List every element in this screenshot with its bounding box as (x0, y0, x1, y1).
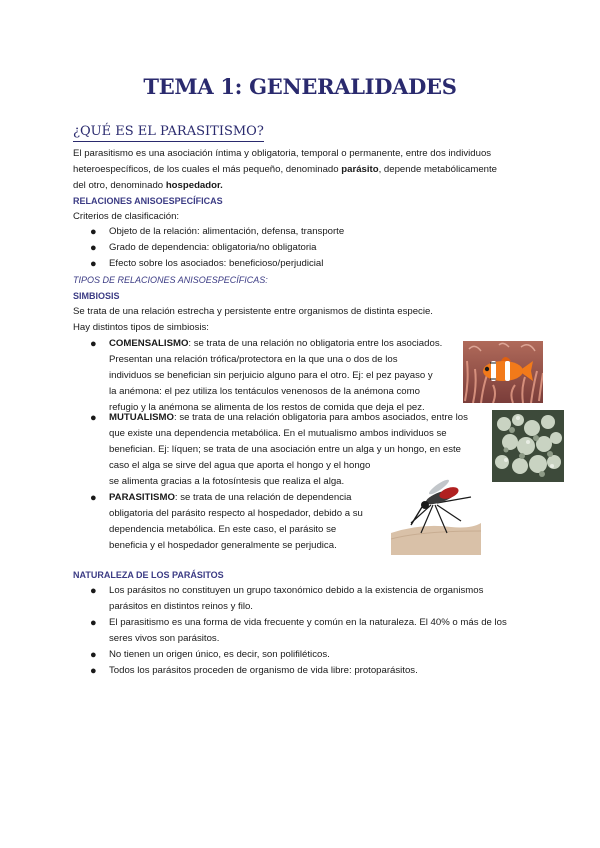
section-heading-parasitismo: ¿QUÉ ES EL PARASITISMO? (73, 124, 264, 139)
bullet-icon: ● (90, 258, 97, 270)
naturaleza-item: parásitos en distintos reinos y filo. (109, 601, 253, 612)
comensalismo-line: individuos se benefician sin perjuicio alguno para el otro. Ej: el pez payaso y (109, 370, 433, 381)
naturaleza-item: seres vivos son parásitos. (109, 633, 220, 644)
term-parasito: parásito (341, 164, 379, 175)
naturaleza-item: Todos los parásitos proceden de organismo de vida libre: protoparásitos. (109, 665, 418, 676)
mutualismo-line: MUTUALISMO: se trata de una relación obligatoria para ambos asociados, entre los (109, 412, 468, 423)
criterio-item: Objeto de la relación: alimentación, defensa, transporte (109, 226, 345, 237)
clownfish-anemone-image (463, 341, 543, 403)
bullet-icon: ● (90, 617, 97, 629)
parasitismo-line: beneficia y el hospedador generalmente se perjudica. (109, 540, 337, 551)
comensalismo-line: refugio y la anémona se alimenta de los restos de comida que deja el pez. (109, 402, 425, 413)
criterio-item: Efecto sobre los asociados: beneficioso/perjudicial (109, 258, 324, 269)
mutualismo-line: que existe una dependencia metabólica. En el mutualismo ambos individuos se (109, 428, 447, 439)
bullet-icon: ● (90, 242, 97, 254)
comensalismo-line: Presentan una relación trófica/protectora en la que una o dos de los (109, 354, 398, 365)
definition-line-3: del otro, denominado hospedador. (73, 180, 223, 191)
criterios-label: Criterios de clasificación: (73, 211, 180, 222)
simbiosis-line-1: Se trata de una relación estrecha y persistente entre organismos de distinta especie. (73, 306, 433, 317)
criterio-item: Grado de dependencia: obligatoria/no obligatoria (109, 242, 317, 253)
term-hospedador: hospedador. (165, 180, 223, 191)
bullet-icon: ● (90, 649, 97, 661)
parasitismo-line: obligatoria del parásito respecto al hospedador, debido a su (109, 508, 363, 519)
heading-relaciones: RELACIONES ANISOESPECÍFICAS (73, 196, 223, 206)
definition-line-1: El parasitismo es una asociación íntima y obligatoria, temporal o permanente, entre dos individuos (73, 148, 492, 159)
term-mutualismo: MUTUALISMO (109, 412, 175, 423)
bullet-icon: ● (90, 338, 97, 350)
mutualismo-line: se alimenta gracias a la fotosíntesis que realiza el alga. (109, 476, 345, 487)
mutualismo-line: benefician. Ej: líquen; se trata de una asociación entre un alga y un hongo, en este (109, 444, 462, 455)
lichen-image (492, 410, 564, 482)
tipos-subheading: TIPOS DE RELACIONES ANISOESPECÍFICAS: (73, 275, 268, 285)
definition-line-2: heteroespecíficos, de los cuales el más pequeño, denominado parásito, depende metabólicamente (73, 164, 497, 175)
bullet-icon: ● (90, 412, 97, 424)
comensalismo-line: COMENSALISMO: se trata de una relación no obligatoria entre los asociados. (109, 338, 443, 349)
term-parasitismo: PARASITISMO (109, 492, 175, 503)
comensalismo-line: la anémona: el pez utiliza los tentáculos venenosos de la anémona como (109, 386, 420, 397)
simbiosis-line-2: Hay distintos tipos de simbiosis: (73, 322, 209, 333)
bullet-icon: ● (90, 585, 97, 597)
naturaleza-item: El parasitismo es una forma de vida frecuente y común en la naturaleza. El 40% o más de los (109, 617, 507, 628)
parasitismo-line: dependencia metabólica. En este caso, el parásito se (109, 524, 337, 535)
parasitismo-line: PARASITISMO: se trata de una relación de dependencia (109, 492, 352, 503)
bullet-icon: ● (90, 492, 97, 504)
heading-naturaleza: NATURALEZA DE LOS PARÁSITOS (73, 570, 224, 580)
term-comensalismo: COMENSALISMO (109, 338, 189, 349)
page-title: TEMA 1: GENERALIDADES (143, 74, 457, 99)
bullet-icon: ● (90, 226, 97, 238)
bullet-icon: ● (90, 665, 97, 677)
mutualismo-line: caso el alga se sirve del agua que aporta el hongo y el hongo (109, 460, 371, 471)
naturaleza-item: Los parásitos no constituyen un grupo taxonómico debido a la existencia de organismos (109, 585, 484, 596)
mosquito-image (391, 475, 481, 555)
heading-simbiosis: SIMBIOSIS (73, 291, 120, 301)
naturaleza-item: No tienen un origen único, es decir, son polifiléticos. (109, 649, 330, 660)
